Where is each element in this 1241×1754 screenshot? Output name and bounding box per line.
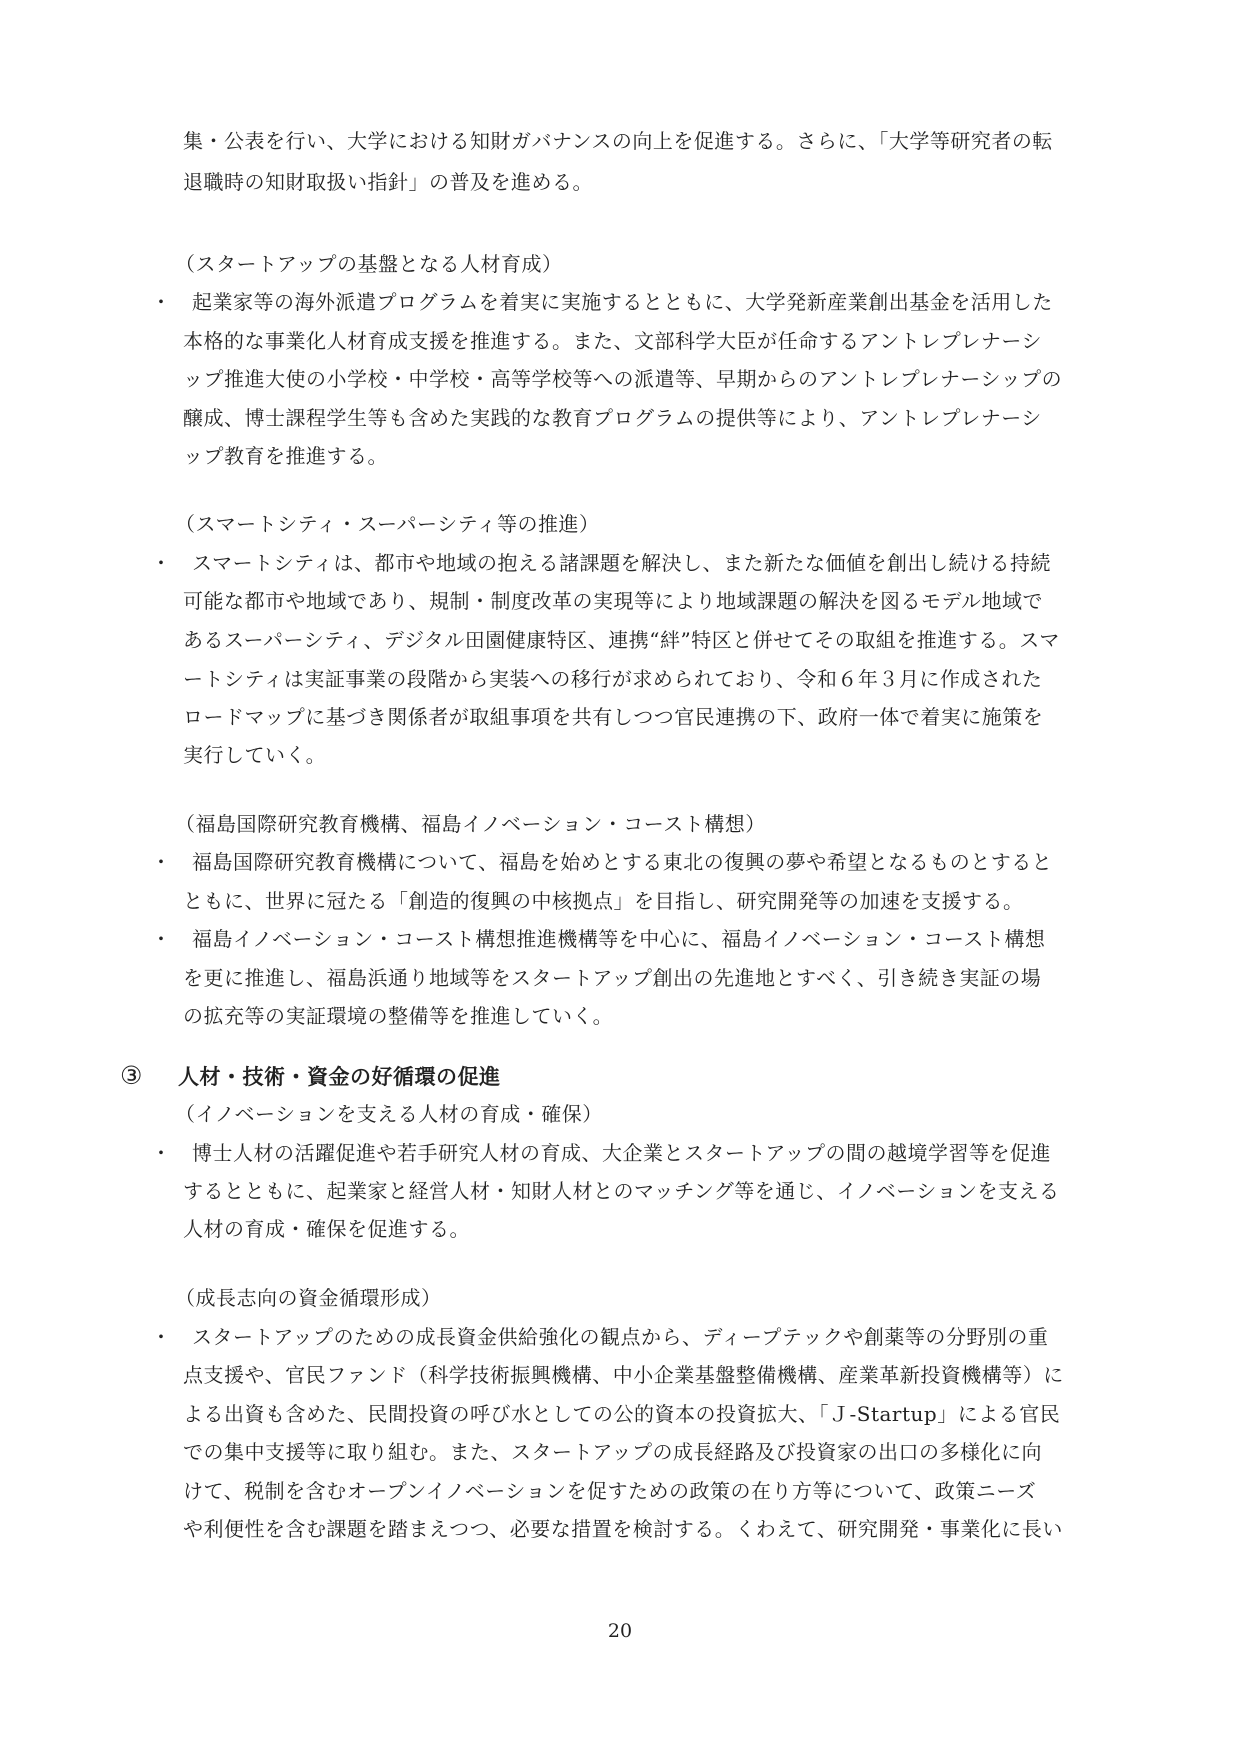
- innovation-talent-line-1: 博士人材の活躍促進や若手研究人材の育成、大企業とスタートアップの間の越境学習等を促進: [192, 1141, 1051, 1165]
- startup-talent-heading: （スタートアップの基盤となる人材育成）: [175, 252, 563, 276]
- innovation-talent-heading: （イノベーションを支える人材の育成・確保）: [175, 1102, 603, 1126]
- capital-cycle-heading: （成長志向の資金循環形成）: [175, 1286, 442, 1310]
- intro-line-2: 退職時の知財取扱い指針」の普及を進める。: [183, 170, 593, 194]
- bullet-marker: ・: [151, 290, 171, 314]
- smart-city-line-2: 可能な都市や地域であり、規制・制度改革の実現等により地域課題の解決を図るモデル地域で: [183, 589, 1043, 613]
- startup-talent-line-4: 醸成、博士課程学生等も含めた実践的な教育プログラムの提供等により、アントレプレナーシ: [183, 406, 1042, 430]
- page-number: 20: [607, 1620, 633, 1642]
- fukushima-heading: （福島国際研究教育機構、福島イノベーション・コースト構想）: [175, 812, 766, 836]
- startup-talent-line-5: ップ教育を推進する。: [183, 444, 388, 468]
- capital-cycle-line-3: よる出資も含めた、民間投資の呼び水としての公的資本の投資拡大、「Ｊ-Startup」による官民: [183, 1402, 1061, 1426]
- capital-cycle-line-5: けて、税制を含むオープンイノベーションを促すための政策の在り方等について、政策ニーズ: [183, 1479, 1037, 1503]
- fukushima-item1-line-2: ともに、世界に冠たる「創造的復興の中核拠点」を目指し、研究開発等の加速を支援する。: [183, 889, 1024, 913]
- startup-talent-line-3: ップ推進大使の小学校・中学校・高等学校等への派遣等、早期からのアントレプレナーシップの: [183, 367, 1063, 391]
- innovation-talent-line-3: 人材の育成・確保を促進する。: [183, 1217, 470, 1241]
- capital-cycle-line-1: スタートアップのための成長資金供給強化の観点から、ディープテックや創薬等の分野別の重: [192, 1325, 1049, 1349]
- bullet-marker: ・: [151, 850, 171, 874]
- capital-cycle-line-4: での集中支援等に取り組む。また、スタートアップの成長経路及び投資家の出口の多様化に向: [183, 1440, 1042, 1464]
- bullet-marker: ・: [151, 1141, 171, 1165]
- startup-talent-line-1: 起業家等の海外派遣プログラムを着実に実施するとともに、大学発新産業創出基金を活用した: [192, 290, 1053, 314]
- section-number: ③: [120, 1061, 143, 1090]
- smart-city-line-3: あるスーパーシティ、デジタル田園健康特区、連携“絆”特区と併せてその取組を推進する。スマ: [183, 628, 1060, 652]
- bullet-marker: ・: [151, 551, 171, 575]
- smart-city-heading: （スマートシティ・スーパーシティ等の推進）: [175, 512, 600, 536]
- fukushima-item2-line-3: の拡充等の実証環境の整備等を推進していく。: [183, 1004, 614, 1028]
- smart-city-line-1: スマートシティは、都市や地域の抱える諸課題を解決し、また新たな価値を創出し続ける持続: [192, 551, 1051, 575]
- startup-talent-line-2: 本格的な事業化人材育成支援を推進する。また、文部科学大臣が任命するアントレプレナーシ: [183, 329, 1042, 353]
- intro-line-1: 集・公表を行い、大学における知財ガバナンスの向上を促進する。さらに、「大学等研究者の転: [183, 129, 1053, 153]
- fukushima-item2-line-2: を更に推進し、福島浜通り地域等をスタートアップ創出の先進地とすべく、引き続き実証の場: [183, 966, 1042, 990]
- smart-city-line-6: 実行していく。: [183, 743, 327, 767]
- bullet-marker: ・: [151, 1325, 171, 1349]
- fukushima-item2-line-1: 福島イノベーション・コースト構想推進機構等を中心に、福島イノベーション・コースト構想: [192, 927, 1046, 951]
- capital-cycle-line-2: 点支援や、官民ファンド（科学技術振興機構、中小企業基盤整備機構、産業革新投資機構等）に: [183, 1363, 1064, 1387]
- section-title: 人材・技術・資金の好循環の促進: [178, 1065, 501, 1089]
- fukushima-item1-line-1: 福島国際研究教育機構について、福島を始めとする東北の復興の夢や希望となるものとすると: [192, 850, 1053, 874]
- innovation-talent-line-2: するとともに、起業家と経営人材・知財人材とのマッチング等を通じ、イノベーションを支える: [183, 1179, 1060, 1203]
- capital-cycle-line-6: や利便性を含む課題を踏まえつつ、必要な措置を検討する。くわえて、研究開発・事業化に長い: [183, 1517, 1063, 1541]
- smart-city-line-5: ロードマップに基づき関係者が取組事項を共有しつつ官民連携の下、政府一体で着実に施策を: [183, 705, 1044, 729]
- smart-city-line-4: ートシティは実証事業の段階から実装への移行が求められており、令和６年３月に作成された: [183, 667, 1043, 691]
- bullet-marker: ・: [151, 927, 171, 951]
